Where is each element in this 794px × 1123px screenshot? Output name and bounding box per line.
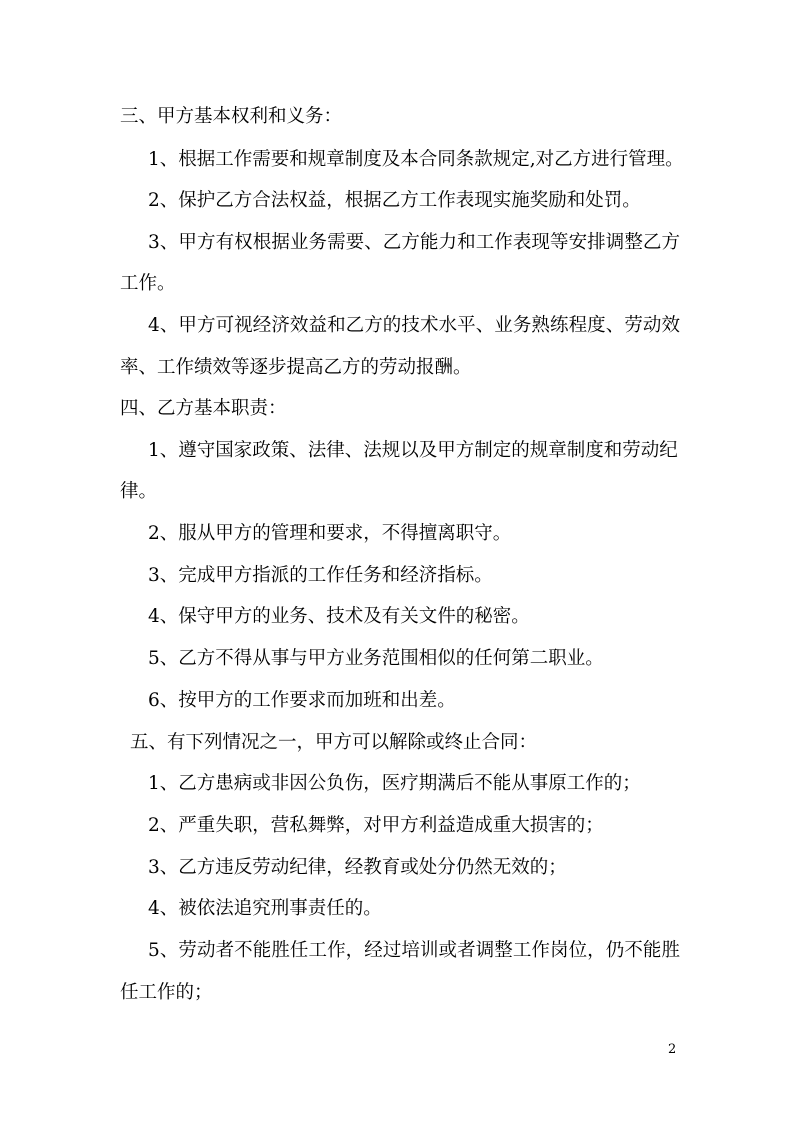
clause-line: 5、乙方不得从事与甲方业务范围相似的任何第二职业。 xyxy=(148,648,604,669)
clause-line: 3、甲方有权根据业务需要、乙方能力和工作表现等安排调整乙方 xyxy=(148,232,680,253)
clause-line: 1、根据工作需要和规章制度及本合同条款规定,对乙方进行管理。 xyxy=(148,149,684,170)
clause-line: 4、保守甲方的业务、技术及有关文件的秘密。 xyxy=(148,606,530,627)
clause-line: 4、甲方可视经济效益和乙方的技术水平、业务熟练程度、劳动效 xyxy=(148,315,680,336)
section-heading: 四、乙方基本职责： xyxy=(120,398,287,419)
clause-line: 2、保护乙方合法权益，根据乙方工作表现实施奖励和处罚。 xyxy=(148,190,641,211)
clause-line: 3、完成甲方指派的工作任务和经济指标。 xyxy=(148,565,493,586)
page-number: 2 xyxy=(668,1042,677,1057)
section-heading: 五、有下列情况之一，甲方可以解除或终止合同： xyxy=(130,732,538,753)
section-heading: 三、甲方基本权利和义务： xyxy=(120,106,343,127)
clause-line: 5、劳动者不能胜任工作，经过培训或者调整工作岗位，仍不能胜 xyxy=(148,940,680,961)
clause-line: 2、服从甲方的管理和要求，不得擅离职守。 xyxy=(148,523,512,544)
clause-line: 1、乙方患病或非因公负伤，医疗期满后不能从事原工作的； xyxy=(148,773,641,794)
clause-line: 2、严重失职，营私舞弊，对甲方利益造成重大损害的； xyxy=(148,815,604,836)
clause-continuation-line: 任工作的； xyxy=(120,982,213,1003)
clause-line: 3、乙方违反劳动纪律，经教育或处分仍然无效的； xyxy=(148,857,567,878)
clause-line: 4、被依法追究刑事责任的。 xyxy=(148,898,382,919)
clause-continuation-line: 工作。 xyxy=(120,273,176,294)
clause-line: 1、遵守国家政策、法律、法规以及甲方制定的规章制度和劳动纪 xyxy=(148,440,678,461)
clause-line: 6、按甲方的工作要求而加班和出差。 xyxy=(148,690,456,711)
clause-continuation-line: 率、工作绩效等逐步提高乙方的劳动报酬。 xyxy=(120,357,472,378)
clause-continuation-line: 律。 xyxy=(120,481,158,502)
